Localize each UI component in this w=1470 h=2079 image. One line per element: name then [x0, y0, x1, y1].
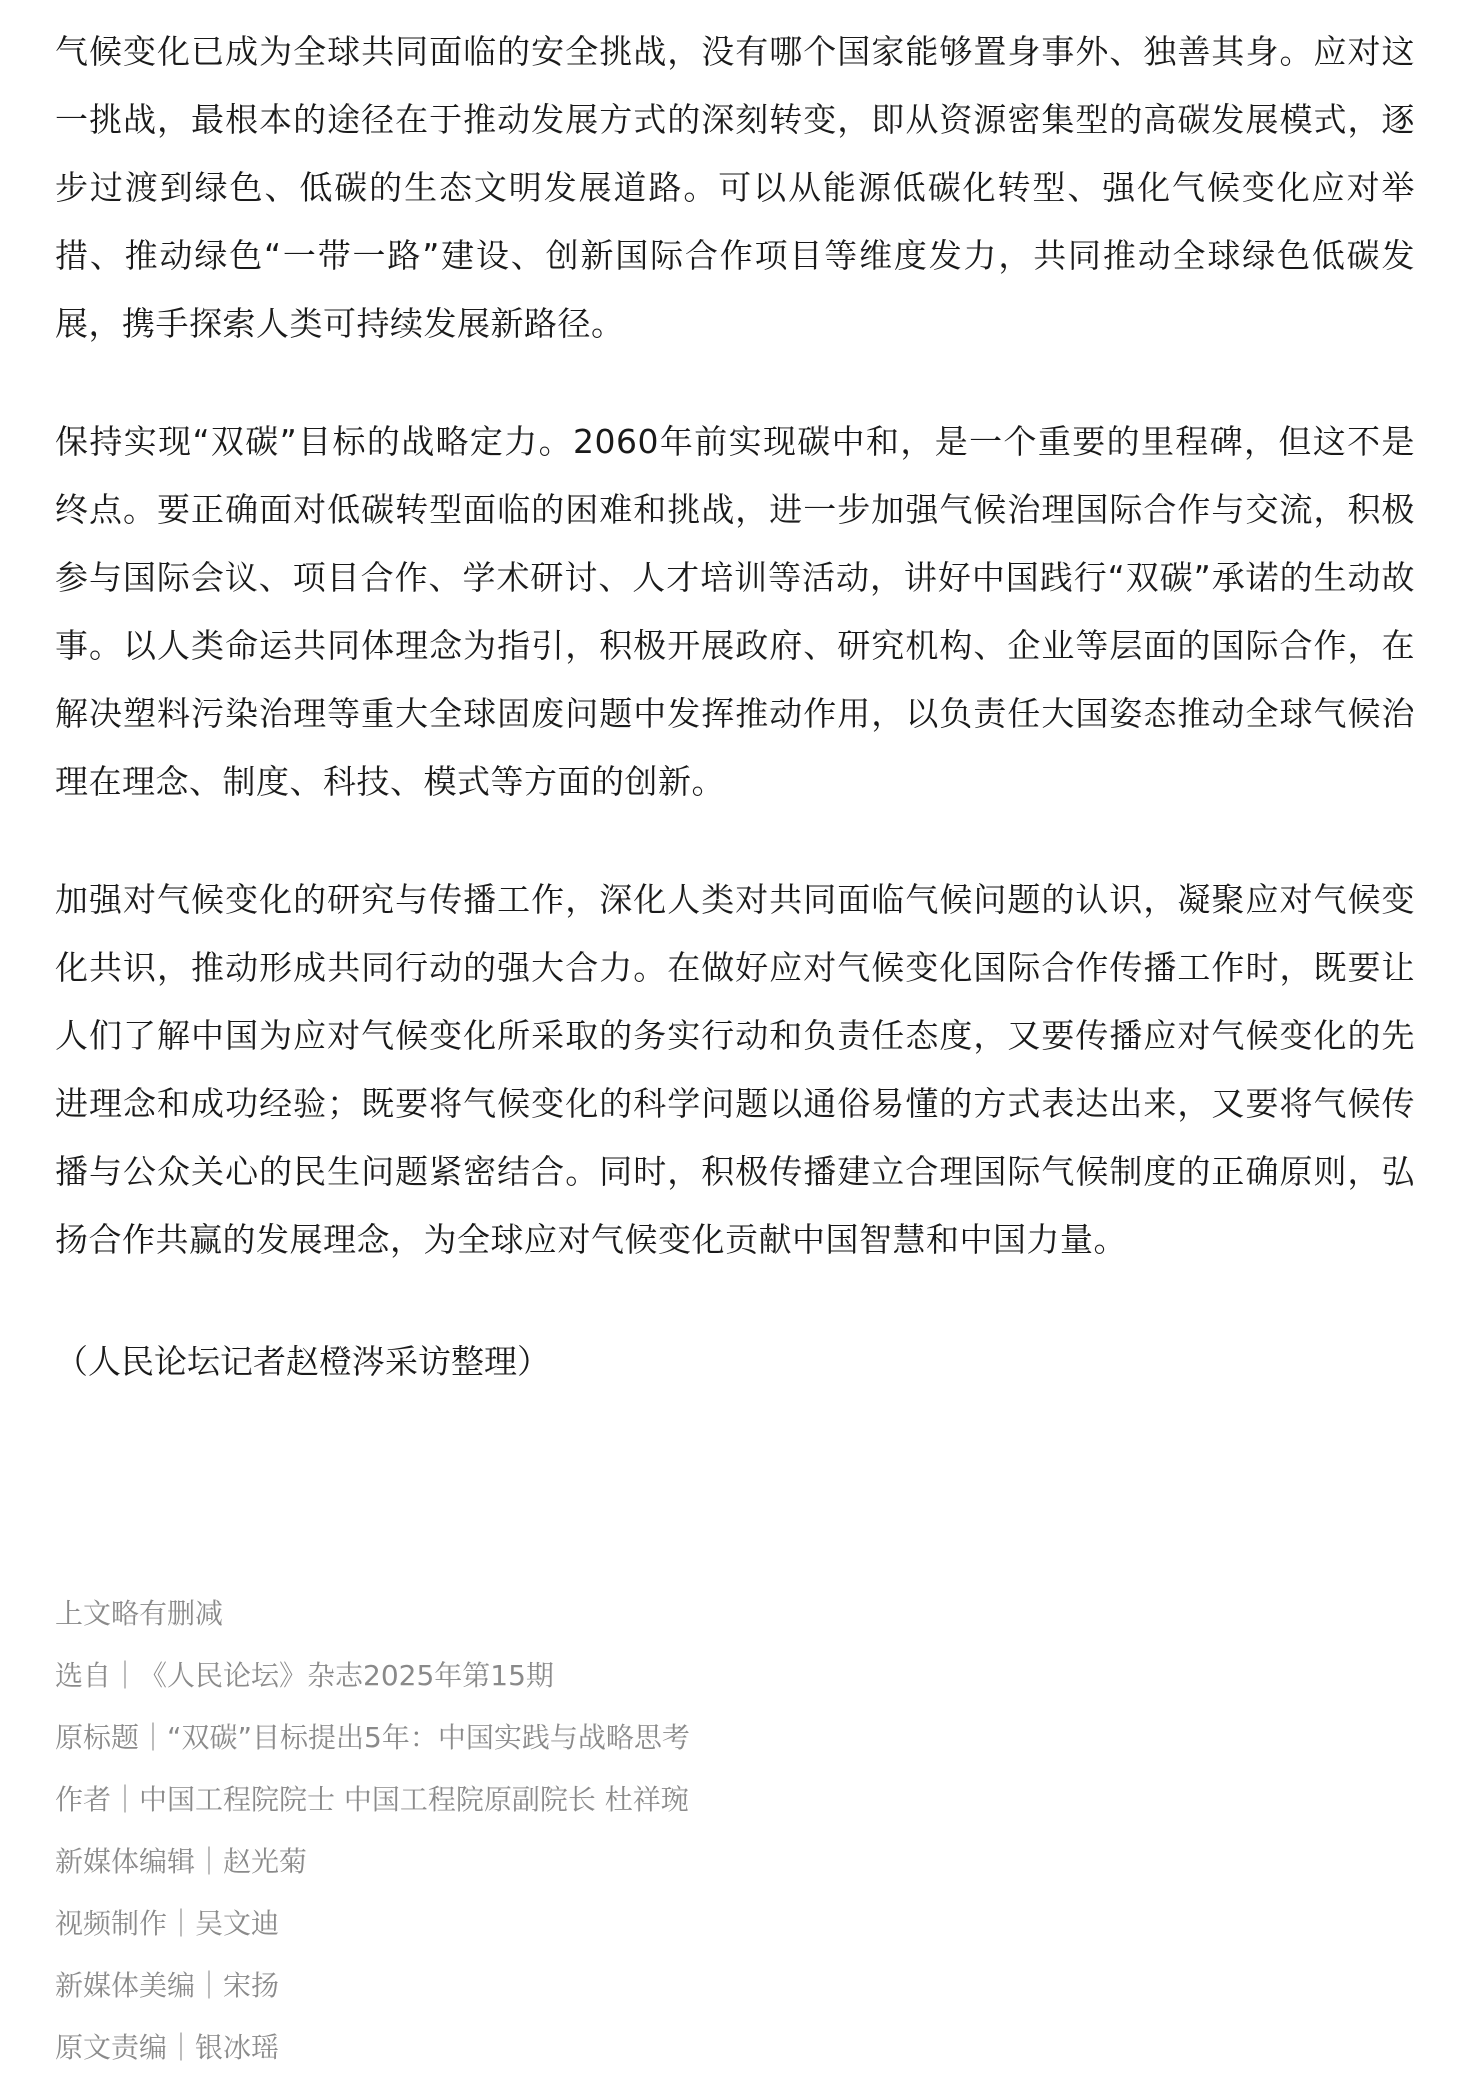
article-credits — [55, 1583, 1415, 2079]
article-paragraph: 气候变化已成为全球共同面临的安全挑战，没有哪个国家能够置身事外、独善其身。应对这一挑战，最根本的途径在于推动发展方式的深刻转变，即从资源密集型的高碳发展模式，逐步过渡到绿色、低碳的生态文明发展道路。可以从能源低碳化转型、强化气候变化应对举措、推动绿色“一带一路”建设、创新国际合作项目等维度发力，共同推动全球绿色低碳发展，携手探索人类可持续发展新路径。 — [55, 32, 1415, 343]
credit-line: 选自｜《人民论坛》杂志2025年第15期 — [55, 1659, 554, 1692]
article-body — [55, 18, 1415, 1396]
credit-line: 原标题｜“双碳”目标提出5年：中国实践与战略思考 — [55, 1721, 690, 1754]
credit-line: 新媒体美编｜宋扬 — [55, 1969, 280, 2002]
article-paragraph: 保持实现“双碳”目标的战略定力。2060年前实现碳中和，是一个重要的里程碑，但这不是终点。要正确面对低碳转型面临的困难和挑战，进一步加强气候治理国际合作与交流，积极参与国际会议、项目合作、学术研讨、人才培训等活动，讲好中国践行“双碳”承诺的生动故事。以人类命运共同体理念为指引，积极开展政府、研究机构、企业等层面的国际合作，在解决塑料污染治理等重大全球固废问题中发挥推动作用，以负责任大国姿态推动全球气候治理在理念、制度、科技、模式等方面的创新。 — [55, 422, 1415, 801]
credit-line: 上文略有删减 — [55, 1597, 224, 1630]
credit-line: 视频制作｜吴文迪 — [55, 1907, 280, 1940]
article-paragraph: 加强对气候变化的研究与传播工作，深化人类对共同面临气候问题的认识，凝聚应对气候变化共识，推动形成共同行动的强大合力。在做好应对气候变化国际合作传播工作时，既要让人们了解中国为应对气候变化所采取的务实行动和负责任态度，又要传播应对气候变化的先进理念和成功经验；既要将气候变化的科学问题以通俗易懂的方式表达出来，又要将气候传播与公众关心的民生问题紧密结合。同时，积极传播建立合理国际气候制度的正确原则，弘扬合作共赢的发展理念，为全球应对气候变化贡献中国智慧和中国力量。 — [55, 880, 1415, 1259]
credit-line: 原文责编｜银冰瑶 — [55, 2031, 280, 2064]
reporter-byline: （人民论坛记者赵橙涔采访整理） — [55, 1342, 550, 1381]
credit-line: 新媒体编辑｜赵光菊 — [55, 1845, 308, 1878]
credit-line: 作者｜中国工程院院士 中国工程院原副院长 杜祥琬 — [55, 1783, 689, 1816]
